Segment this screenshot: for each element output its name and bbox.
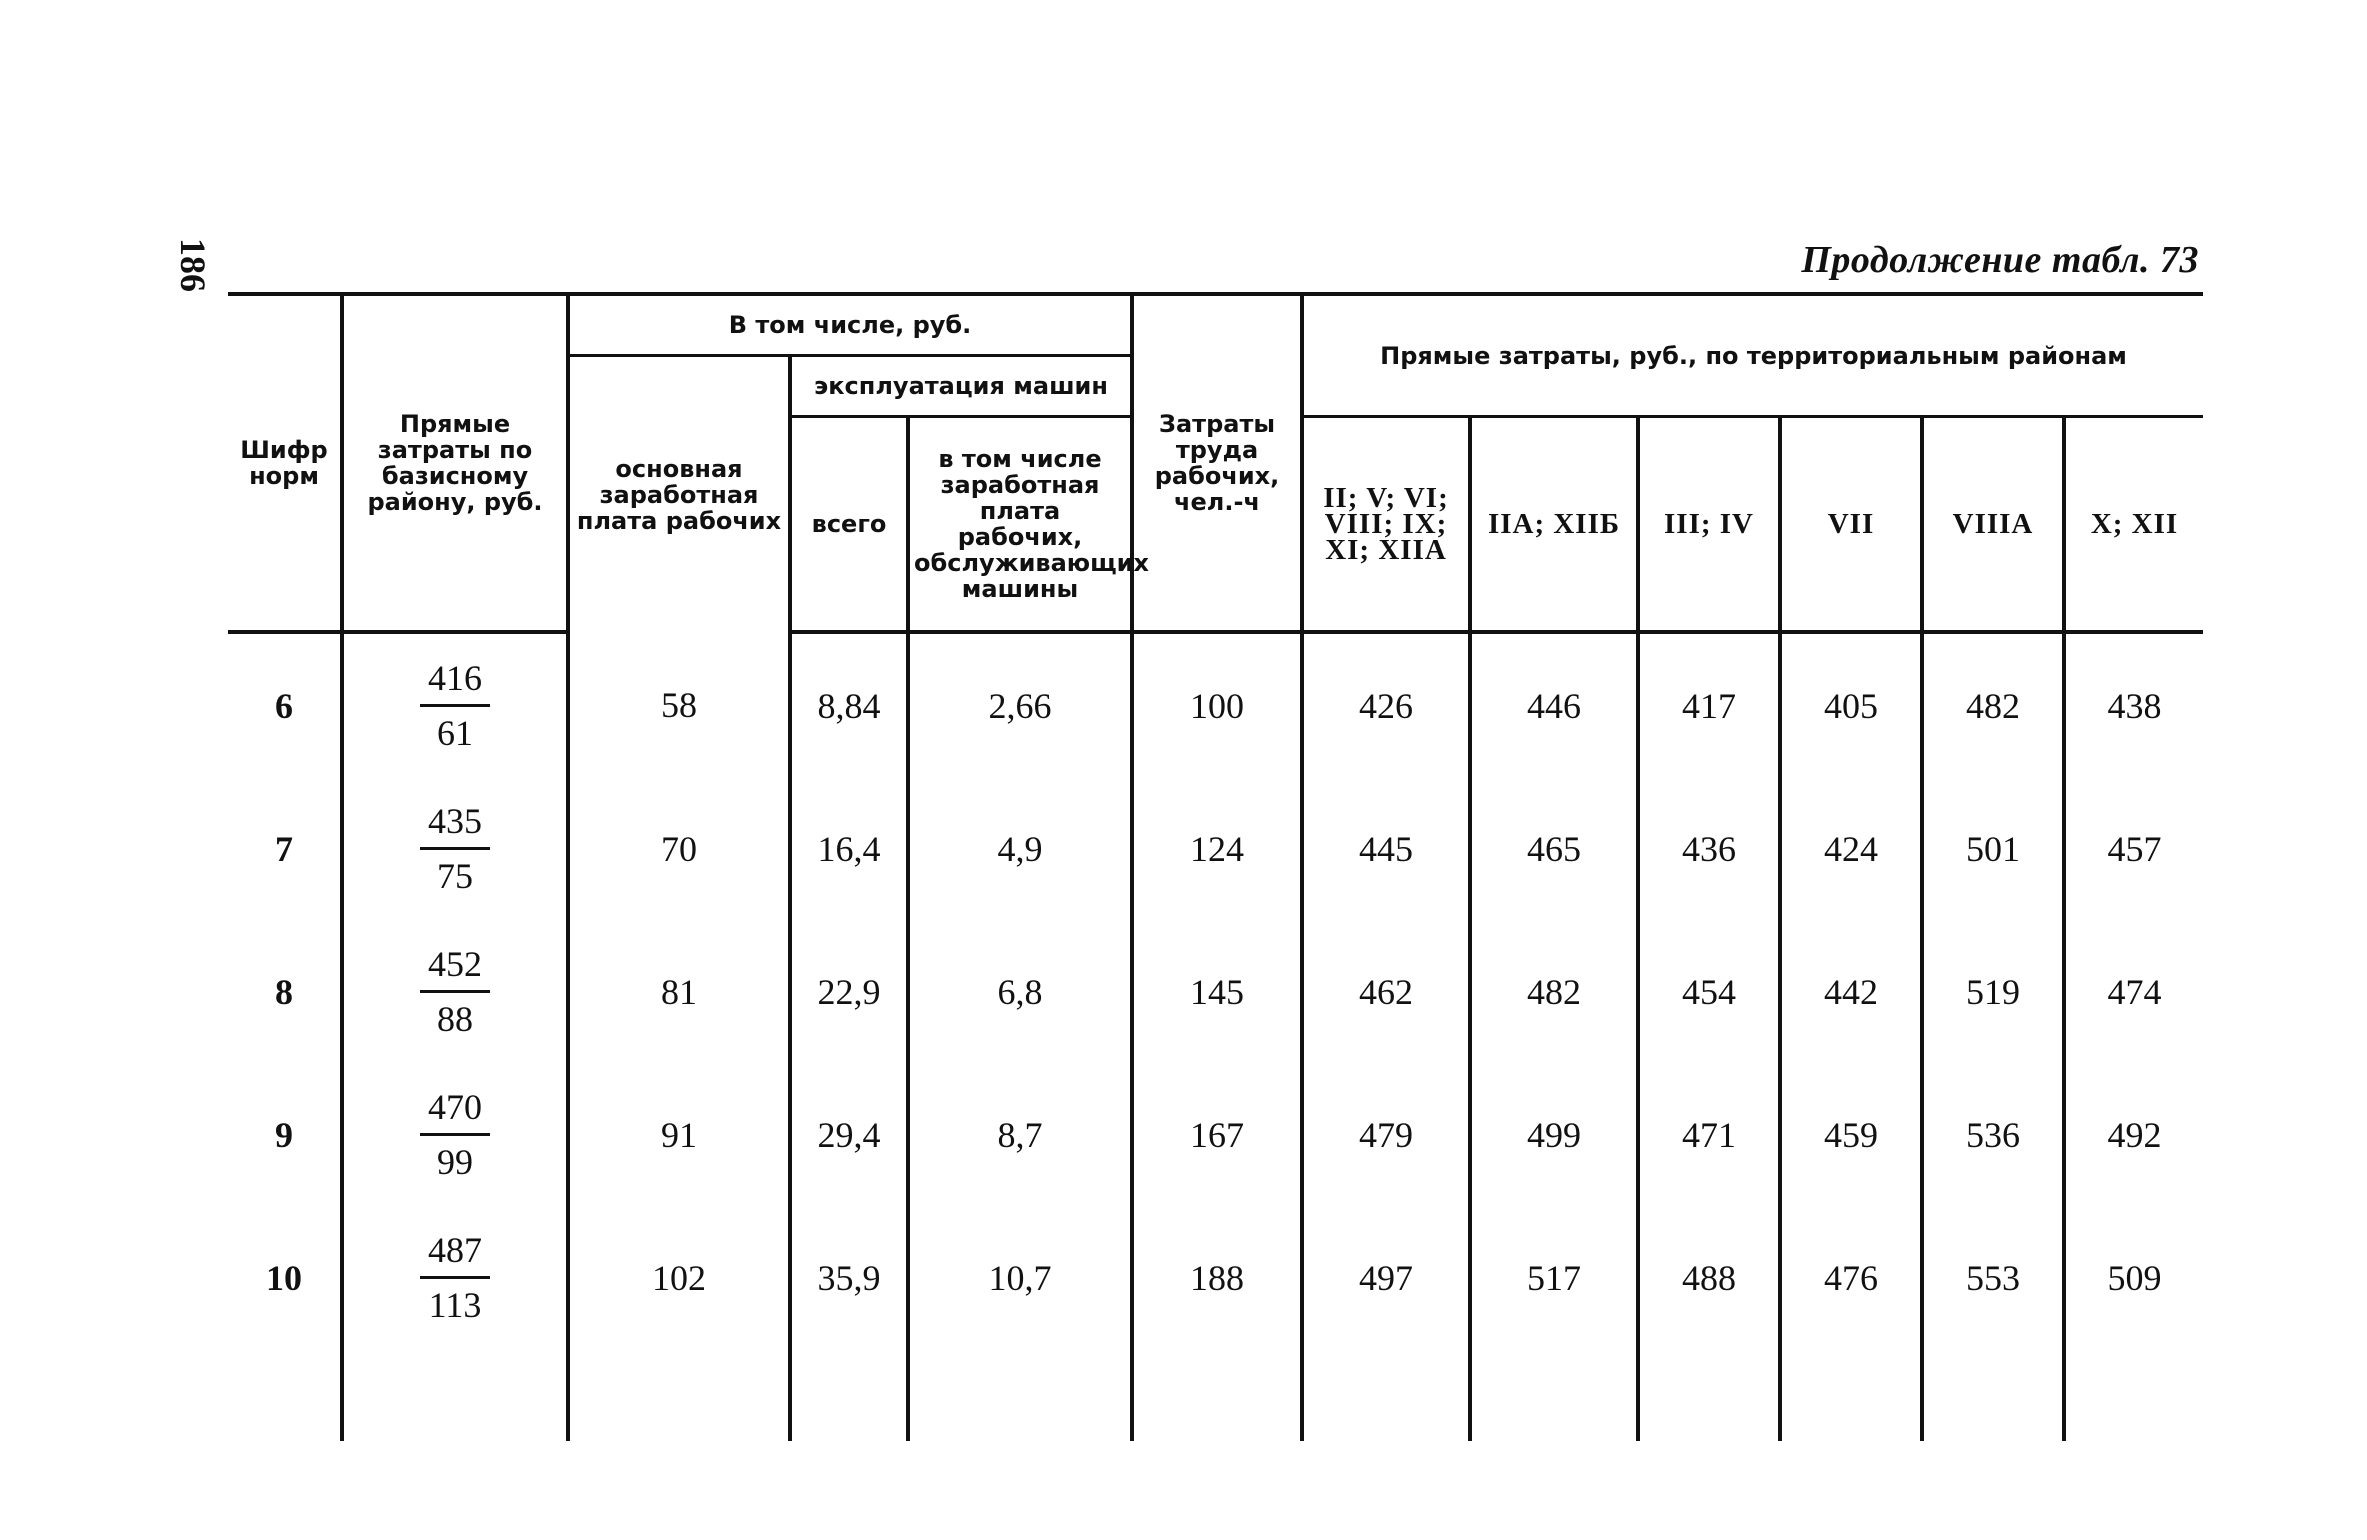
cell-labor: 167 — [1132, 1063, 1302, 1206]
cell-wage: 81 — [568, 920, 790, 1063]
cell-region-3: 488 — [1638, 1206, 1780, 1349]
table-row — [228, 920, 2203, 1063]
cell-code: 9 — [275, 1114, 293, 1155]
cell-machines-total: 8,84 — [790, 632, 908, 777]
fraction-numerator: 452 — [420, 942, 490, 993]
header-code: Шифр норм — [228, 294, 342, 632]
fraction — [420, 1085, 490, 1184]
header-including: В том числе, руб. — [568, 294, 1132, 356]
spacer-cell — [1780, 1349, 1922, 1441]
header-machines: эксплуатация машин — [790, 356, 1132, 417]
table-row — [228, 777, 2203, 920]
fraction — [420, 799, 490, 898]
cell-code: 10 — [266, 1257, 302, 1298]
table-spacer-row — [228, 1349, 2203, 1441]
fraction-numerator: 487 — [420, 1228, 490, 1279]
cell-region-5: 553 — [1922, 1206, 2064, 1349]
cell-region-6: 474 — [2064, 920, 2203, 1063]
cell-direct-base — [342, 1206, 568, 1349]
header-labor: Затраты труда рабочих, чел.-ч — [1132, 294, 1302, 632]
fraction-denominator: 88 — [437, 999, 473, 1039]
table-caption: Продолжение табл. 73 — [1801, 239, 2199, 281]
fraction-numerator: 435 — [420, 799, 490, 850]
cell-labor: 145 — [1132, 920, 1302, 1063]
cell-machines-wage: 2,66 — [908, 632, 1132, 777]
cell-region-4: 405 — [1780, 632, 1922, 777]
cell-region-1: 426 — [1302, 632, 1470, 777]
cell-region-2: 517 — [1470, 1206, 1638, 1349]
cell-machines-wage: 10,7 — [908, 1206, 1132, 1349]
cell-region-3: 436 — [1638, 777, 1780, 920]
header-region-6: X; XII — [2064, 417, 2203, 633]
cell-region-2: 446 — [1470, 632, 1638, 777]
spacer-cell — [1638, 1349, 1780, 1441]
spacer-cell — [1132, 1349, 1302, 1441]
cell-region-1: 479 — [1302, 1063, 1470, 1206]
cell-direct-base — [342, 632, 568, 777]
cell-region-1: 497 — [1302, 1206, 1470, 1349]
cell-region-5: 536 — [1922, 1063, 2064, 1206]
header-row-1 — [228, 294, 2203, 356]
fraction-numerator: 416 — [420, 656, 490, 707]
fraction — [420, 656, 490, 755]
cell-labor: 124 — [1132, 777, 1302, 920]
cell-region-3: 471 — [1638, 1063, 1780, 1206]
header-wage: основная заработная плата рабочих — [568, 356, 790, 633]
cell-region-2: 482 — [1470, 920, 1638, 1063]
cell-region-6: 457 — [2064, 777, 2203, 920]
cell-region-4: 442 — [1780, 920, 1922, 1063]
cell-labor: 100 — [1132, 632, 1302, 777]
header-regions-title: Прямые затраты, руб., по территориальным районам — [1302, 294, 2203, 417]
header-region-1: II; V; VI; VIII; IX; XI; XIIА — [1302, 417, 1470, 633]
cell-region-4: 424 — [1780, 777, 1922, 920]
cell-code: 6 — [275, 685, 293, 726]
fraction-denominator: 113 — [428, 1285, 482, 1325]
cell-machines-total: 35,9 — [790, 1206, 908, 1349]
cell-region-3: 417 — [1638, 632, 1780, 777]
spacer-cell — [908, 1349, 1132, 1441]
cell-region-2: 499 — [1470, 1063, 1638, 1206]
cell-region-2: 465 — [1470, 777, 1638, 920]
cell-labor: 188 — [1132, 1206, 1302, 1349]
header-region-3: III; IV — [1638, 417, 1780, 633]
cell-region-4: 459 — [1780, 1063, 1922, 1206]
cell-region-6: 492 — [2064, 1063, 2203, 1206]
cell-machines-total: 16,4 — [790, 777, 908, 920]
cell-wage: 58 — [568, 632, 790, 777]
spacer-cell — [2064, 1349, 2203, 1441]
spacer-cell — [228, 1349, 342, 1441]
header-region-2: IIА; XIIБ — [1470, 417, 1638, 633]
cell-region-1: 445 — [1302, 777, 1470, 920]
cell-wage: 102 — [568, 1206, 790, 1349]
fraction — [420, 942, 490, 1041]
cell-region-6: 438 — [2064, 632, 2203, 777]
cell-machines-wage: 4,9 — [908, 777, 1132, 920]
header-region-5: VIIIА — [1922, 417, 2064, 633]
fraction-numerator: 470 — [420, 1085, 490, 1136]
cell-machines-wage: 6,8 — [908, 920, 1132, 1063]
spacer-cell — [1302, 1349, 1470, 1441]
cell-code: 8 — [275, 971, 293, 1012]
fraction-denominator: 75 — [437, 856, 473, 896]
cell-region-5: 501 — [1922, 777, 2064, 920]
header-machines-wage: в том числе заработная плата рабочих, обслуживающих машины — [908, 417, 1132, 633]
spacer-cell — [568, 1349, 790, 1441]
fraction-denominator: 99 — [437, 1142, 473, 1182]
cell-region-1: 462 — [1302, 920, 1470, 1063]
cell-region-6: 509 — [2064, 1206, 2203, 1349]
cell-wage: 70 — [568, 777, 790, 920]
page-number: 186 — [173, 238, 213, 292]
cell-direct-base — [342, 1063, 568, 1206]
header-direct-base: Прямые затраты по базисному району, руб. — [342, 294, 568, 632]
cell-region-5: 519 — [1922, 920, 2064, 1063]
cell-wage: 91 — [568, 1063, 790, 1206]
fraction-denominator: 61 — [437, 713, 473, 753]
header-machines-total: всего — [790, 417, 908, 633]
cell-machines-total: 29,4 — [790, 1063, 908, 1206]
table-row — [228, 1063, 2203, 1206]
table-row — [228, 1206, 2203, 1349]
cell-region-3: 454 — [1638, 920, 1780, 1063]
spacer-cell — [1922, 1349, 2064, 1441]
cell-machines-wage: 8,7 — [908, 1063, 1132, 1206]
cell-direct-base — [342, 777, 568, 920]
table-row — [228, 632, 2203, 777]
spacer-cell — [342, 1349, 568, 1441]
cell-machines-total: 22,9 — [790, 920, 908, 1063]
header-region-4: VII — [1780, 417, 1922, 633]
cell-region-4: 476 — [1780, 1206, 1922, 1349]
cell-code: 7 — [275, 828, 293, 869]
norms-table — [228, 292, 2203, 1441]
cell-region-5: 482 — [1922, 632, 2064, 777]
cell-direct-base — [342, 920, 568, 1063]
fraction — [420, 1228, 490, 1327]
spacer-cell — [1470, 1349, 1638, 1441]
spacer-cell — [790, 1349, 908, 1441]
